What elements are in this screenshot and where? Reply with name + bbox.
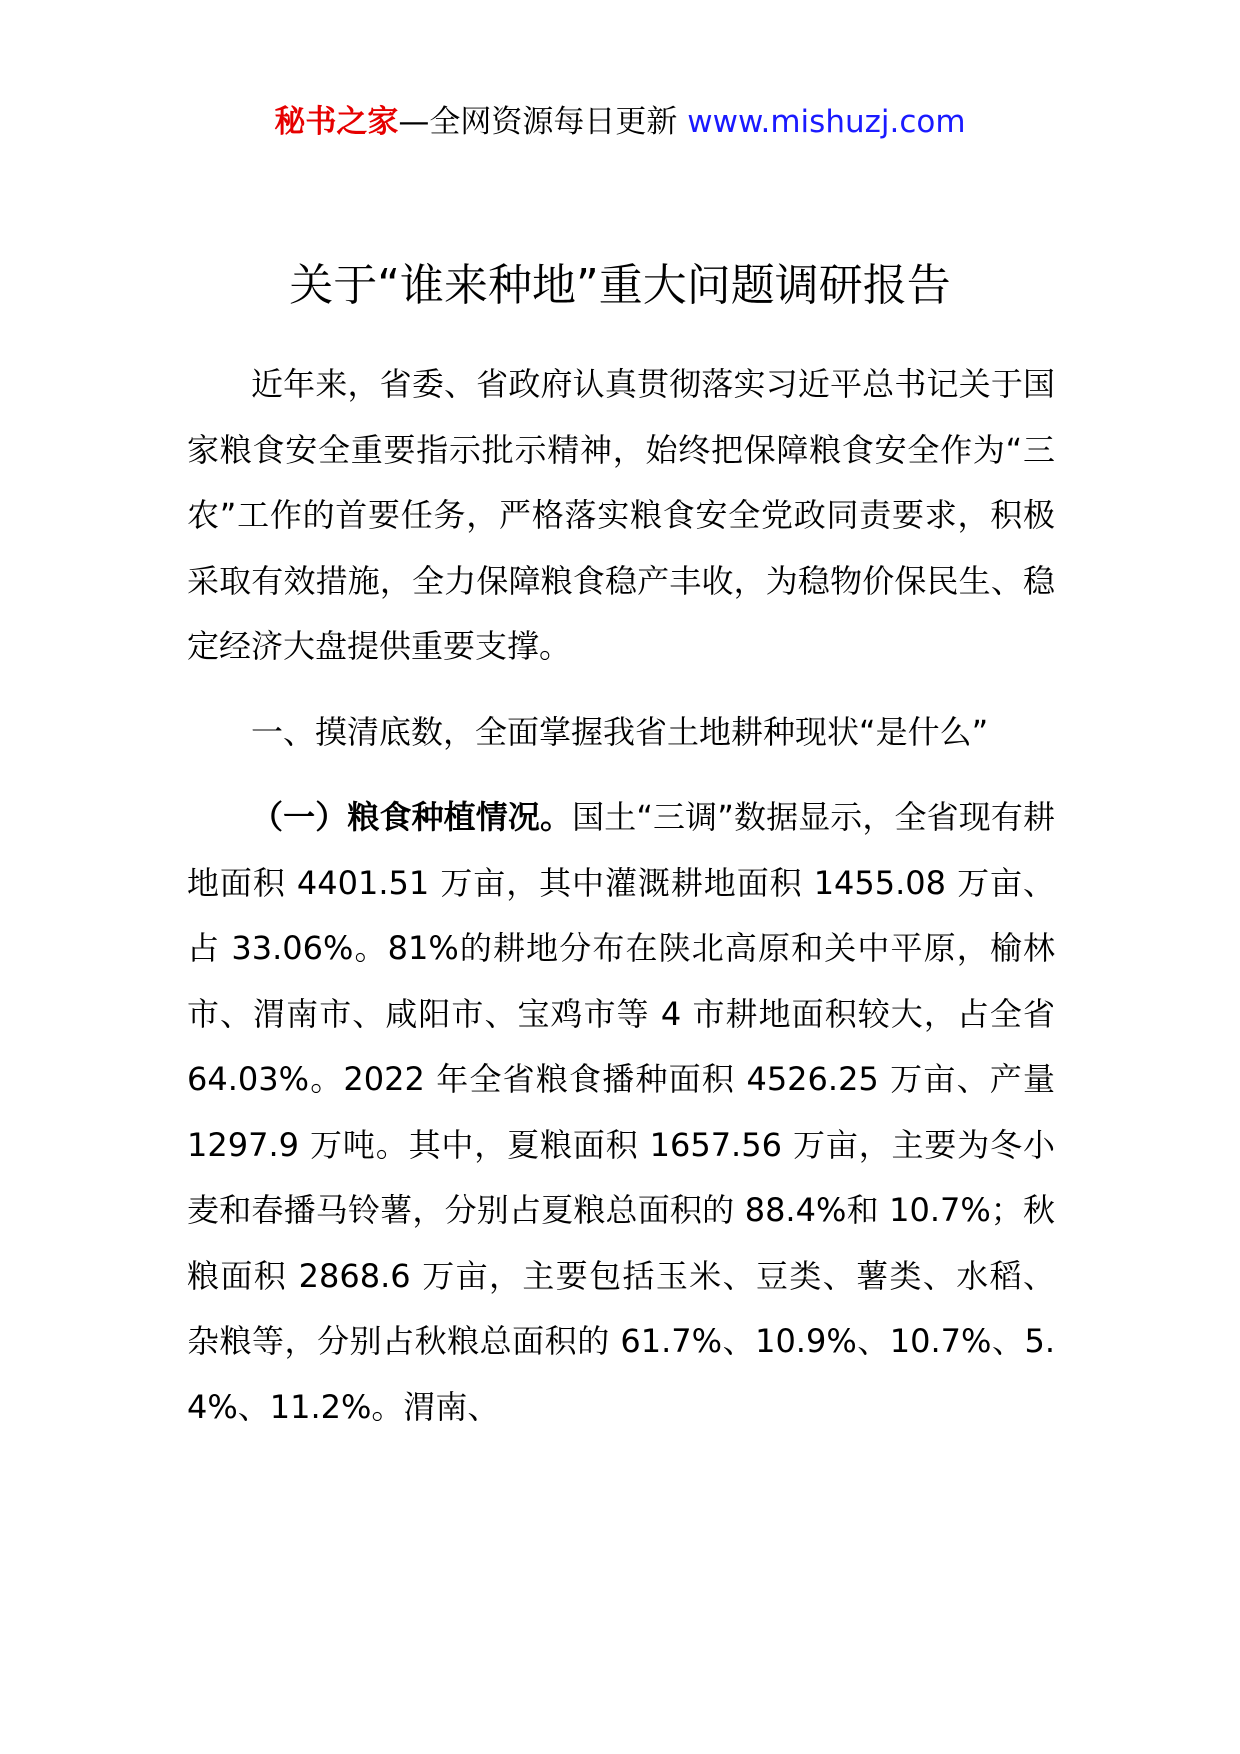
section-heading-text: 一、摸清底数，全面掌握我省土地耕种现状“是什么”	[251, 712, 989, 751]
document-title: 关于“谁来种地”重大问题调研报告	[289, 260, 951, 311]
subsection-paragraph	[187, 785, 1055, 1440]
brand-name: 秘书之家	[274, 104, 399, 140]
intro-paragraph-text: 近年来，省委、省政府认真贯彻落实习近平总书记关于国家粮食安全重要指示批示精神，始终把保障粮食安全作为“三农”工作的首要任务，严格落实粮食安全党政同责要求，积极采取有效措施，全力保障粮食稳产丰收，为稳物价保民生、稳定经济大盘提供重要支撑。	[187, 365, 1055, 665]
subsection-heading: （一）粮食种植情况。	[251, 798, 573, 836]
document-body	[187, 352, 1055, 1440]
site-header	[0, 102, 1240, 142]
section-heading	[187, 700, 1055, 766]
subsection-paragraph-text: 国土“三调”数据显示，全省现有耕地面积 4401.51 万亩，其中灌溉耕地面积 1455.08 万亩、占 33.06%。81%的耕地分布在陕北高原和关中平原，榆林市、渭南市、咸阳市、宝鸡市等 4 市耕地面积较大，占全省 64.03%。2022 年全省粮食播种面积 4526.25 万亩、产量 1297.9 万吨。其中，夏粮面积 1657.56 万亩，主要为冬小麦和春播马铃薯，分别占夏粮总面积的 88.4%和 10.7%；秋粮面积 2868.6 万亩，主要包括玉米、豆类、薯类、水稻、杂粮等，分别占秋粮总面积的 61.7%、10.9%、10.7%、5.4%、11.2%。渭南、	[187, 798, 1055, 1426]
site-url-link[interactable]: www.mishuzj.com	[687, 104, 966, 140]
intro-paragraph	[187, 352, 1055, 680]
header-tagline: —全网资源每日更新	[398, 104, 688, 140]
